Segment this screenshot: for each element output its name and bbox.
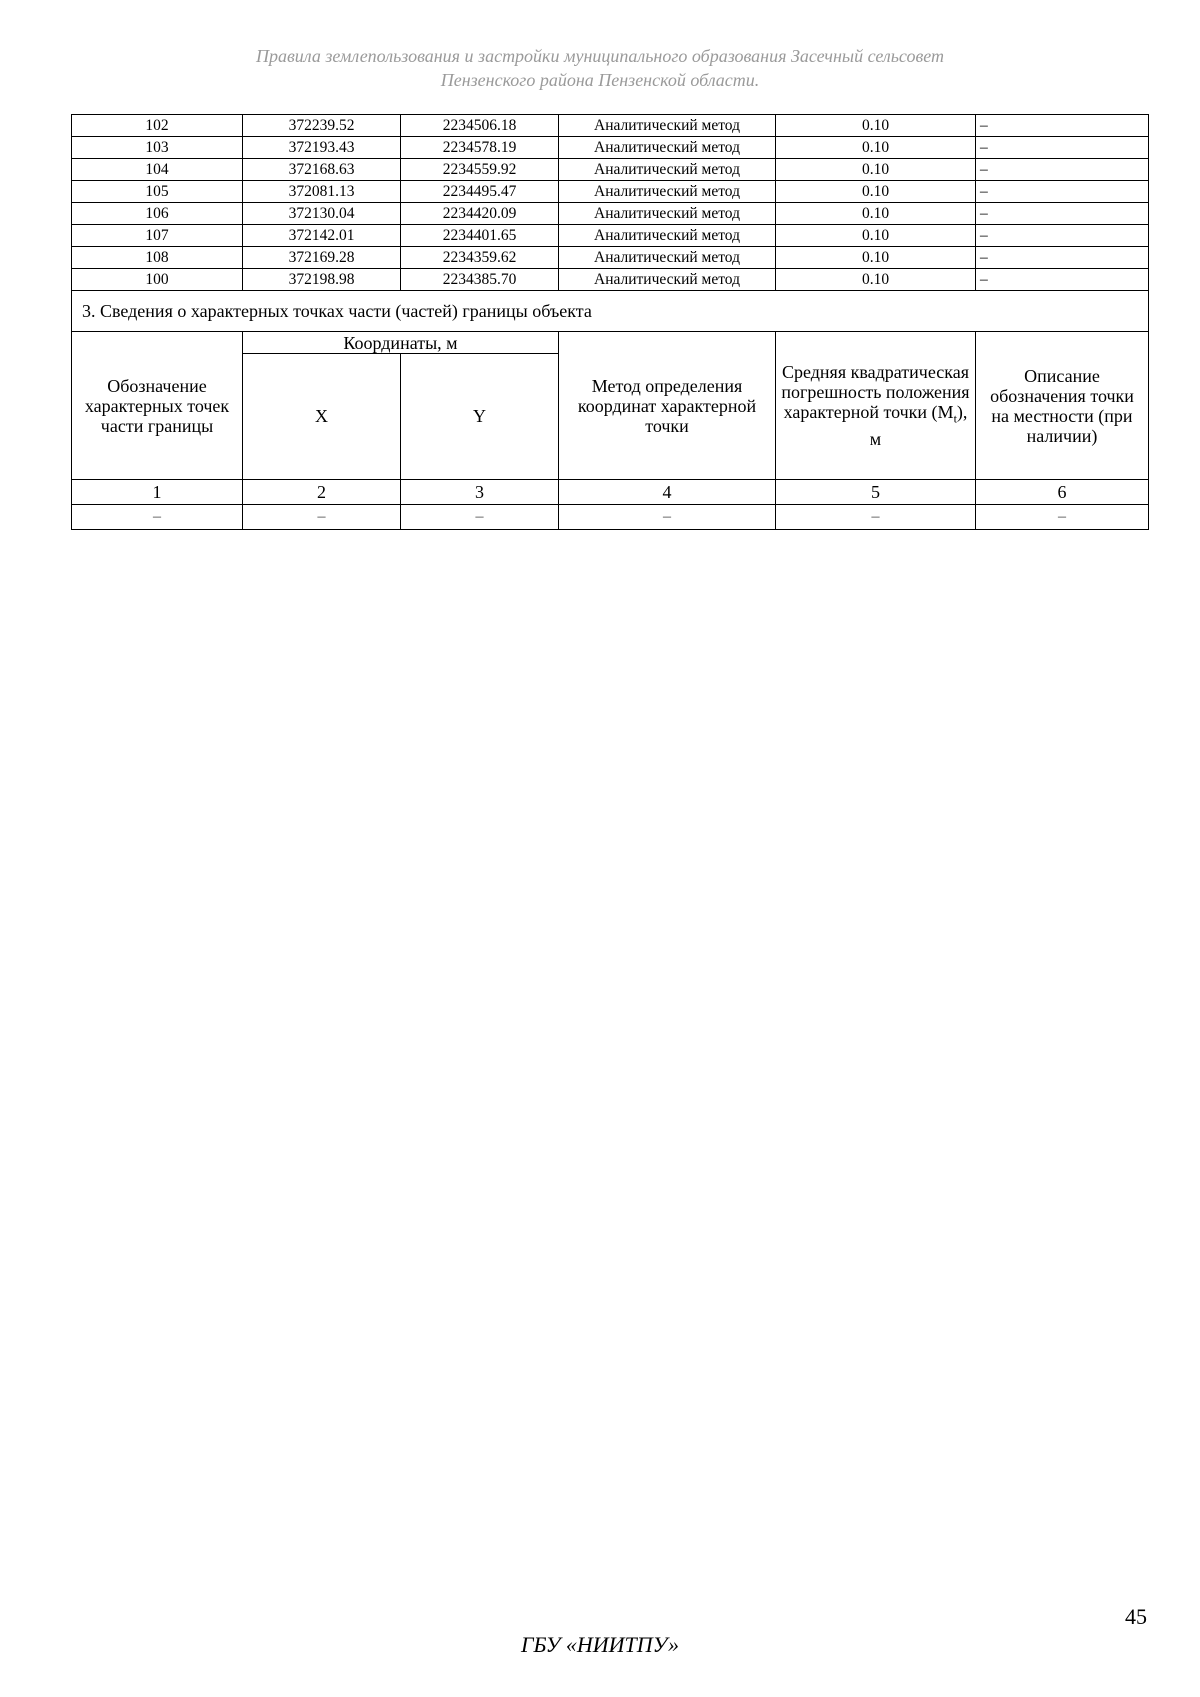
- method-cell: Аналитический метод: [559, 269, 776, 291]
- y-coordinate-cell: 2234420.09: [401, 203, 559, 225]
- header-line-2: Пензенского района Пензенской области.: [440, 70, 760, 90]
- y-coordinate-cell: 2234506.18: [401, 115, 559, 137]
- point-cell: 100: [72, 269, 243, 291]
- table-row: [72, 203, 1149, 225]
- error-cell: 0.10: [776, 203, 976, 225]
- point-cell: 102: [72, 115, 243, 137]
- header-coordinates: Координаты, м: [243, 332, 559, 354]
- x-coordinate-cell: 372239.52: [243, 115, 401, 137]
- header-method: Метод определения координат характерной точки: [559, 332, 776, 480]
- method-cell: Аналитический метод: [559, 181, 776, 203]
- y-coordinate-cell: 2234578.19: [401, 137, 559, 159]
- empty-cell: –: [776, 505, 976, 530]
- description-cell: –: [976, 181, 1149, 203]
- point-cell: 107: [72, 225, 243, 247]
- empty-cell: –: [243, 505, 401, 530]
- x-coordinate-cell: 372142.01: [243, 225, 401, 247]
- error-cell: 0.10: [776, 225, 976, 247]
- point-cell: 106: [72, 203, 243, 225]
- column-number: 3: [401, 480, 559, 505]
- section-row: [72, 291, 1149, 332]
- document-header: [0, 44, 1200, 92]
- page-number: 45: [1125, 1604, 1147, 1629]
- empty-cell: –: [401, 505, 559, 530]
- table-row: [72, 247, 1149, 269]
- table-row: [72, 225, 1149, 247]
- header-x: X: [243, 354, 401, 480]
- y-coordinate-cell: 2234495.47: [401, 181, 559, 203]
- table-row: [72, 115, 1149, 137]
- method-cell: Аналитический метод: [559, 247, 776, 269]
- point-cell: 105: [72, 181, 243, 203]
- description-cell: –: [976, 115, 1149, 137]
- column-number: 1: [72, 480, 243, 505]
- table-row: [72, 137, 1149, 159]
- method-cell: Аналитический метод: [559, 137, 776, 159]
- error-cell: 0.10: [776, 247, 976, 269]
- method-cell: Аналитический метод: [559, 159, 776, 181]
- empty-cell: –: [559, 505, 776, 530]
- description-cell: –: [976, 137, 1149, 159]
- table-row: [72, 159, 1149, 181]
- table-body: [72, 115, 1149, 291]
- column-number-row: [72, 480, 1149, 505]
- header-line-1: Правила землепользования и застройки муниципального образования Засечный сельсовет: [255, 46, 945, 66]
- method-cell: Аналитический метод: [559, 225, 776, 247]
- method-cell: Аналитический метод: [559, 115, 776, 137]
- column-number: 5: [776, 480, 976, 505]
- boundary-points-table: [71, 114, 1149, 530]
- document-footer: ГБУ «НИИТПУ»: [520, 1632, 680, 1657]
- description-cell: –: [976, 203, 1149, 225]
- error-cell: 0.10: [776, 269, 976, 291]
- empty-cell: –: [976, 505, 1149, 530]
- x-coordinate-cell: 372168.63: [243, 159, 401, 181]
- description-cell: –: [976, 159, 1149, 181]
- header-y: Y: [401, 354, 559, 480]
- error-cell: 0.10: [776, 115, 976, 137]
- description-cell: –: [976, 269, 1149, 291]
- error-cell: 0.10: [776, 181, 976, 203]
- empty-cell: –: [72, 505, 243, 530]
- header-point-designation: Обозначение характерных точек части границы: [72, 332, 243, 480]
- x-coordinate-cell: 372169.28: [243, 247, 401, 269]
- column-number: 2: [243, 480, 401, 505]
- section-3-title: 3. Сведения о характерных точках части (частей) границы объекта: [72, 291, 1149, 332]
- y-coordinate-cell: 2234559.92: [401, 159, 559, 181]
- header-mean-square-error: Средняя квадратическая погрешность положения характерной точки $(M_t)$, м: [776, 332, 976, 480]
- table-row: [72, 269, 1149, 291]
- header-point-description: Описание обозначения точки на местности (при наличии): [976, 332, 1149, 480]
- y-coordinate-cell: 2234385.70: [401, 269, 559, 291]
- column-number: 4: [559, 480, 776, 505]
- point-cell: 108: [72, 247, 243, 269]
- y-coordinate-cell: 2234401.65: [401, 225, 559, 247]
- x-coordinate-cell: 372081.13: [243, 181, 401, 203]
- description-cell: –: [976, 225, 1149, 247]
- x-coordinate-cell: 372193.43: [243, 137, 401, 159]
- method-cell: Аналитический метод: [559, 203, 776, 225]
- description-cell: –: [976, 247, 1149, 269]
- error-cell: 0.10: [776, 137, 976, 159]
- empty-data-row: [72, 505, 1149, 530]
- column-number: 6: [976, 480, 1149, 505]
- header-row: [72, 332, 1149, 354]
- point-cell: 103: [72, 137, 243, 159]
- point-cell: 104: [72, 159, 243, 181]
- error-cell: 0.10: [776, 159, 976, 181]
- table-row: [72, 181, 1149, 203]
- x-coordinate-cell: 372130.04: [243, 203, 401, 225]
- x-coordinate-cell: 372198.98: [243, 269, 401, 291]
- y-coordinate-cell: 2234359.62: [401, 247, 559, 269]
